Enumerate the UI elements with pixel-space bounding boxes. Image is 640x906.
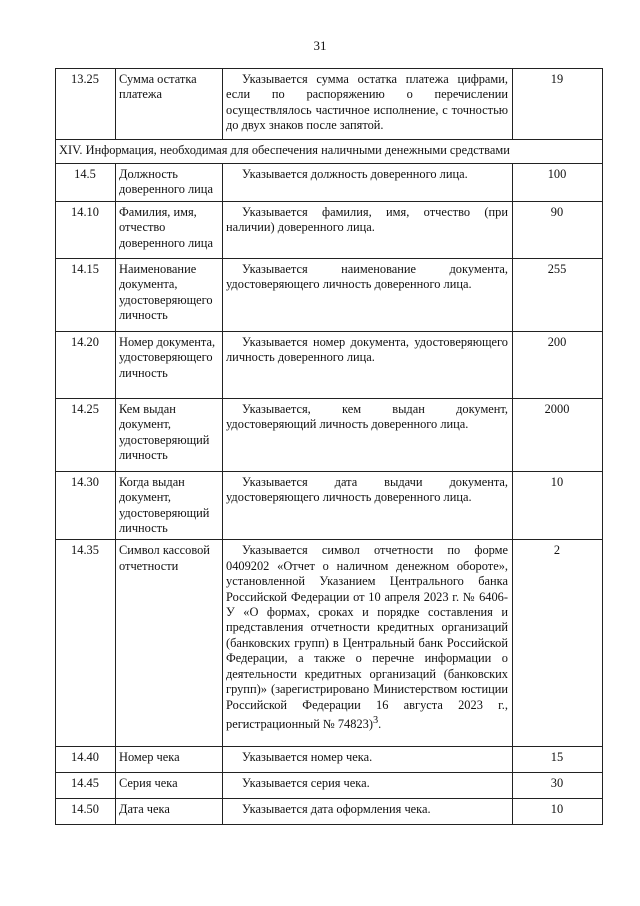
table-row xyxy=(56,540,603,747)
field-length: 30 xyxy=(513,773,603,799)
field-description: Указывается должность доверенного лица. xyxy=(223,164,513,202)
field-description: Указывается сумма остатка платежа цифрами, если по распоряжению о перечислении осуществлялось частичное исполнение, с точностью до двух знаков после запятой. xyxy=(223,69,513,140)
field-name: Сумма остатка платежа xyxy=(116,69,223,140)
table-row xyxy=(56,331,603,398)
field-name: Кем выдан документ, удостоверяющий личность xyxy=(116,398,223,471)
field-description-cell: Указывается символ отчетности по форме 0409202 «Отчет о наличном денежном обороте», установленной Указанием Центрального банка Российской Федерации от 10 апреля 2023 г. № 6406-У «О формах, сроках и порядке составления и представления отчетности кредитных организаций (банковских групп) в Центральный банк Российской Федерации, а также о перечне информации о деятельности кредитных организаций (банковских групп)» (зарегистрировано Министерством юстиции Российской Федерации 16 августа 2023 г., регистрационный № 74823)$^3$. xyxy=(223,540,513,747)
field-code: 13.25 xyxy=(56,69,116,140)
field-name: Должность доверенного лица xyxy=(116,164,223,202)
field-name: Наименование документа, удостоверяющего личность xyxy=(116,258,223,331)
page-number: 31 xyxy=(313,38,327,53)
field-name: Номер документа, удостоверяющего личность xyxy=(116,331,223,398)
field-description: Указывается фамилия, имя, отчество (при наличии) доверенного лица. xyxy=(223,201,513,258)
field-code: 14.35 xyxy=(56,540,116,747)
table-row xyxy=(56,69,603,140)
field-description: Указывается дата оформления чека. xyxy=(223,799,513,825)
field-length: 100 xyxy=(513,164,603,202)
field-description: Указывается наименование документа, удостоверяющего личность доверенного лица. xyxy=(223,258,513,331)
field-code: 14.10 xyxy=(56,201,116,258)
footnote-marker: 3 xyxy=(372,714,379,726)
field-length: 90 xyxy=(513,201,603,258)
field-length: 200 xyxy=(513,331,603,398)
field-code: 14.20 xyxy=(56,331,116,398)
field-name: Символ кассовой отчетности xyxy=(116,540,223,747)
table-row xyxy=(56,747,603,773)
field-length: 19 xyxy=(513,69,603,140)
field-code: 14.45 xyxy=(56,773,116,799)
field-description: Указывается серия чека. xyxy=(223,773,513,799)
table-row xyxy=(56,398,603,471)
table-row xyxy=(56,258,603,331)
table-row xyxy=(56,471,603,540)
table-row xyxy=(56,773,603,799)
section-header-row xyxy=(56,140,603,164)
field-description: Указывается дата выдачи документа, удостоверяющего личность доверенного лица. xyxy=(223,471,513,540)
field-length: 2 xyxy=(513,540,603,747)
field-length: 2000 xyxy=(513,398,603,471)
field-name: Номер чека xyxy=(116,747,223,773)
table-row xyxy=(56,201,603,258)
field-length: 255 xyxy=(513,258,603,331)
field-length: 15 xyxy=(513,747,603,773)
field-code: 14.40 xyxy=(56,747,116,773)
field-code: 14.30 xyxy=(56,471,116,540)
field-code: 14.5 xyxy=(56,164,116,202)
field-description: Указывается номер чека. xyxy=(223,747,513,773)
field-name: Серия чека xyxy=(116,773,223,799)
field-code: 14.25 xyxy=(56,398,116,471)
field-code: 14.50 xyxy=(56,799,116,825)
field-description: Указывается, кем выдан документ, удостоверяющий личность доверенного лица. xyxy=(223,398,513,471)
field-length: 10 xyxy=(513,799,603,825)
field-description: Указывается символ отчетности по форме 0409202 «Отчет о наличном денежном обороте», установленной Указанием Центрального банка Российской Федерации от 10 апреля 2023 г. № 6406-У «О формах, сроках и порядке составления и представления отчетности кредитных организаций (банковских групп) в Центральный банк Российской Федерации, а также о перечне информации о деятельности кредитных организаций (банковских групп)» (зарегистрировано Министерством юстиции Российской Федерации 16 августа 2023 г., регистрационный № 74823) xyxy=(226,543,508,732)
field-code: 14.15 xyxy=(56,258,116,331)
table-row xyxy=(56,164,603,202)
field-length: 10 xyxy=(513,471,603,540)
field-name: Дата чека xyxy=(116,799,223,825)
data-fields-table xyxy=(55,68,603,825)
field-description: Указывается номер документа, удостоверяющего личность доверенного лица. xyxy=(223,331,513,398)
table-row xyxy=(56,799,603,825)
field-name: Когда выдан документ, удостоверяющий личность xyxy=(116,471,223,540)
field-name: Фамилия, имя, отчество доверенного лица xyxy=(116,201,223,258)
section-title: XIV. Информация, необходимая для обеспечения наличными денежными средствами xyxy=(56,140,603,164)
